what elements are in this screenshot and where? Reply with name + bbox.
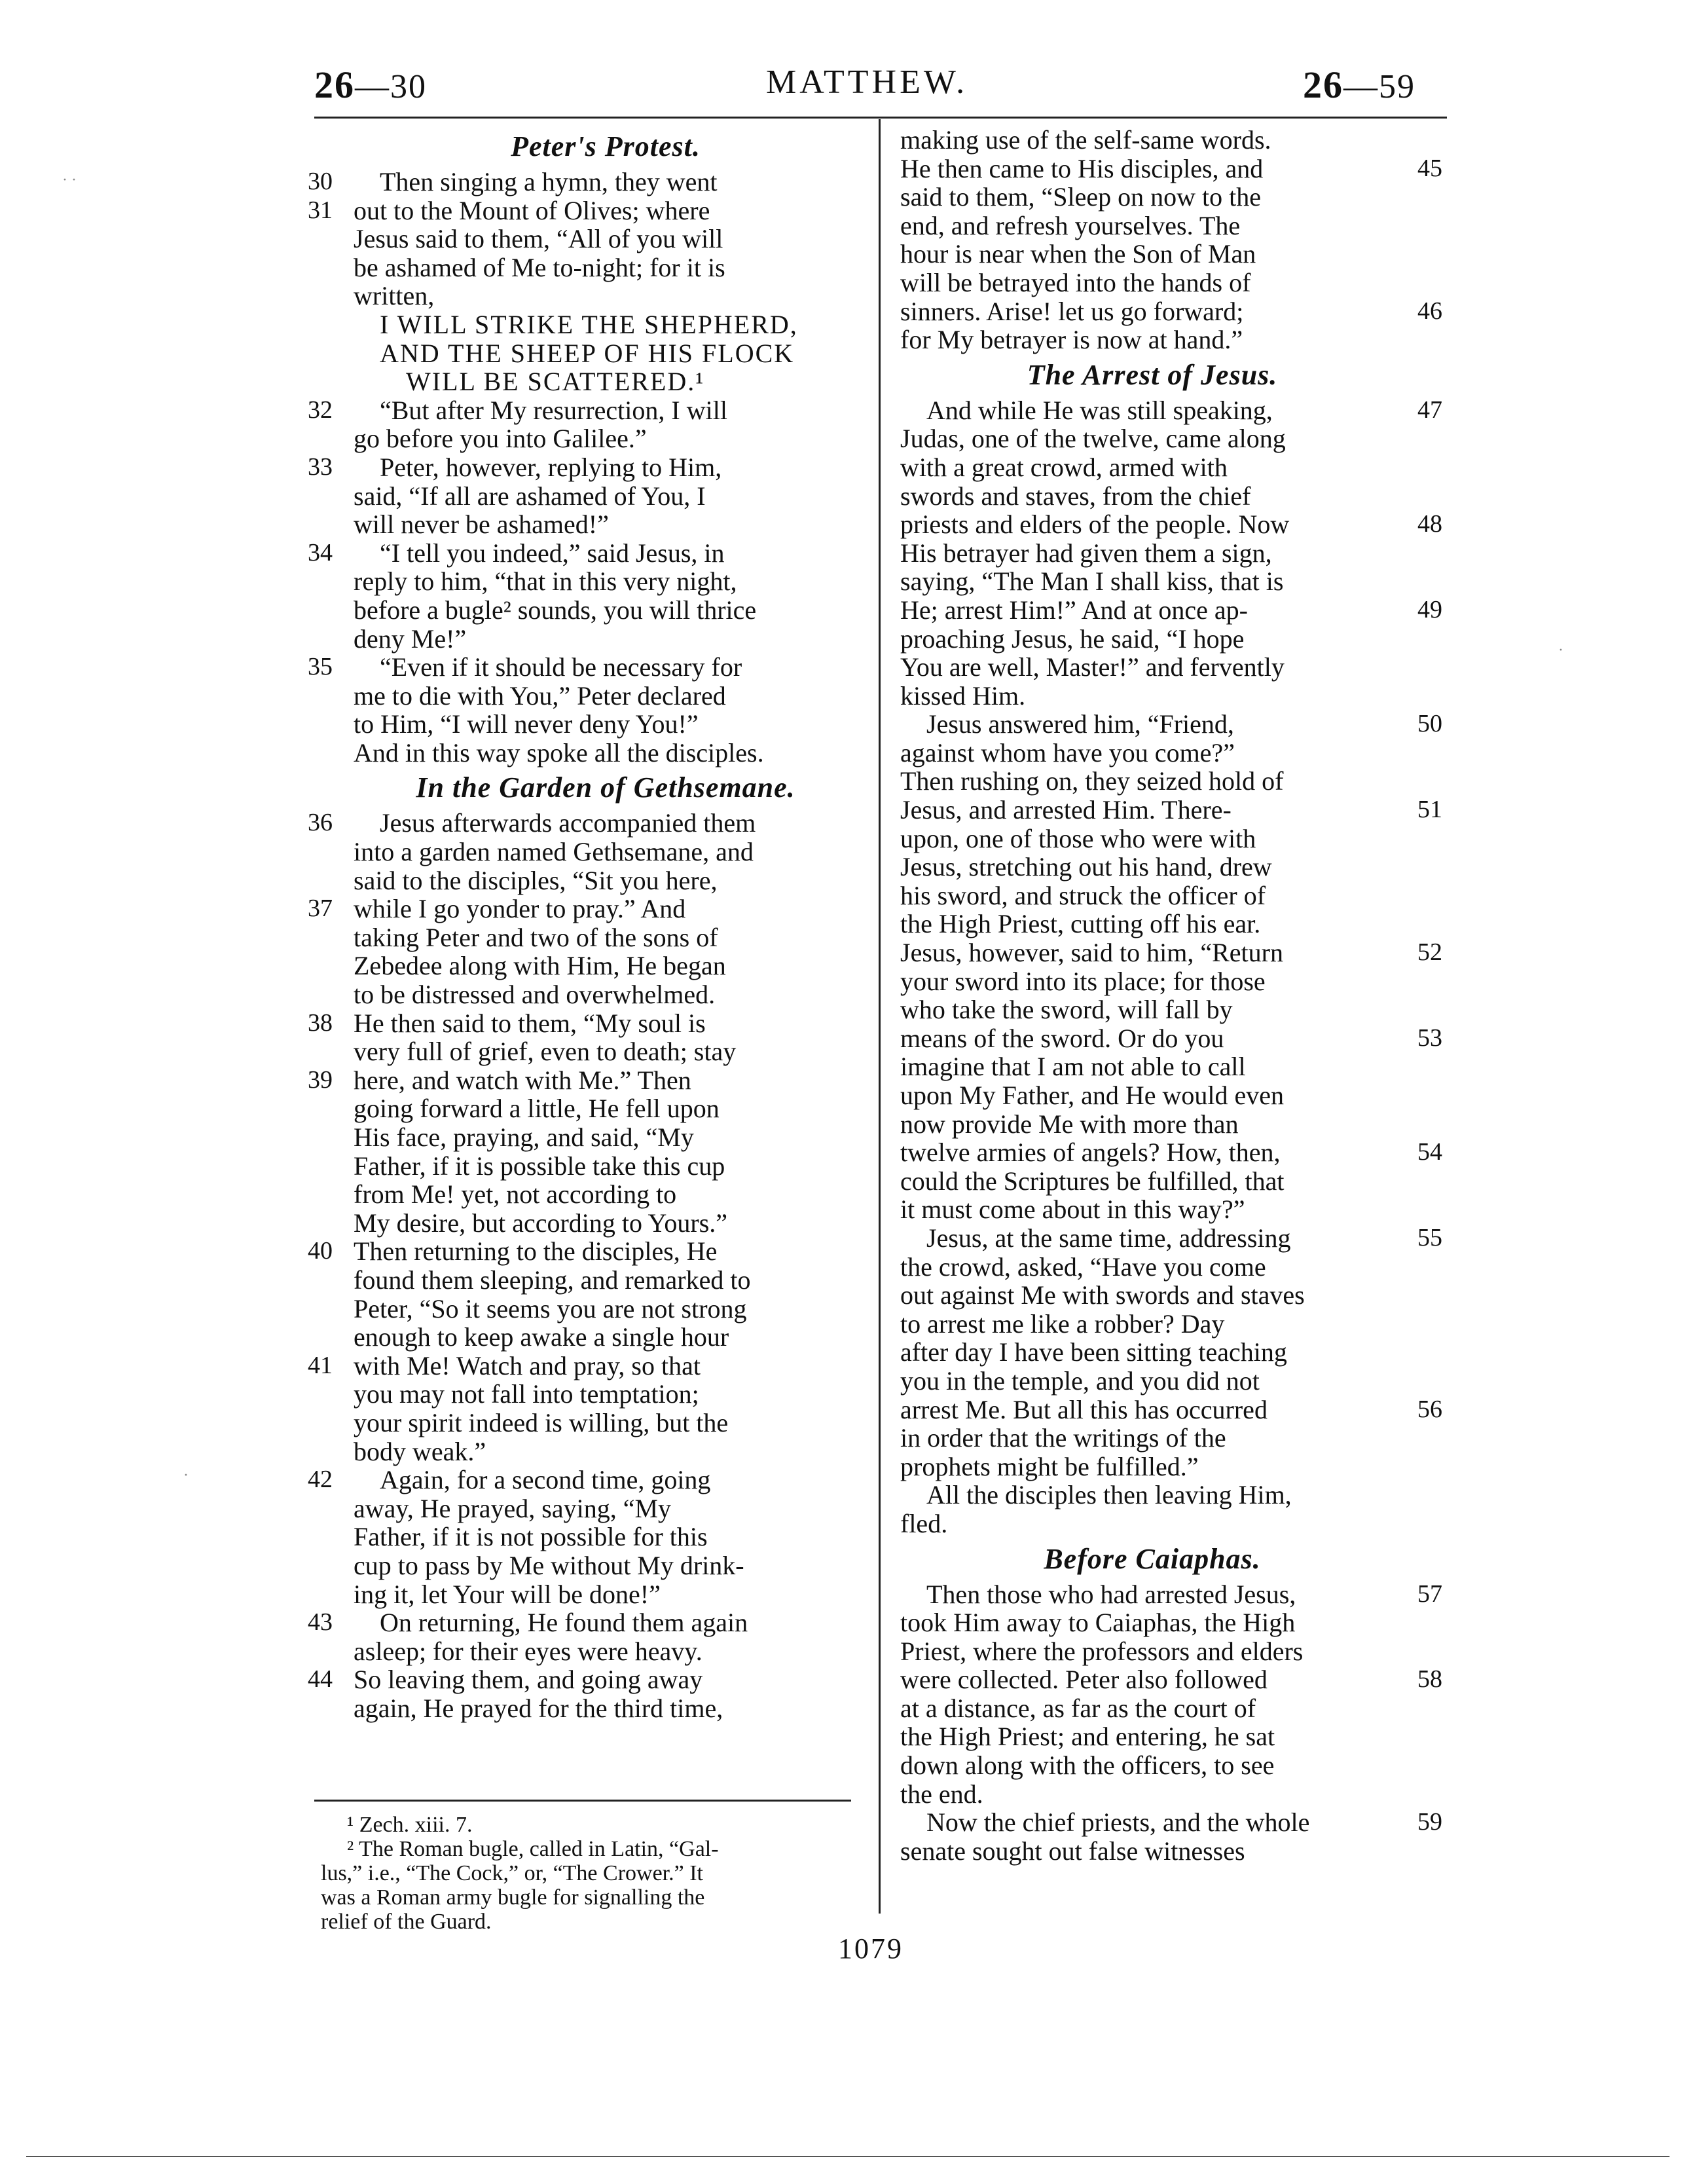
line-text: hour is near when the Son of Man [900, 239, 1256, 269]
line-text: who take the sword, will fall by [900, 995, 1233, 1025]
text-line [354, 282, 858, 310]
text-line [308, 1350, 858, 1380]
text-line [354, 1123, 858, 1152]
line-text: for My betrayer is now at hand.” [900, 325, 1243, 355]
text-line [900, 881, 1404, 910]
text-line [308, 1008, 858, 1038]
text-line [900, 183, 1404, 212]
line-text: means of the sword. Or do you [900, 1023, 1224, 1053]
text-line [308, 1236, 858, 1267]
line-text: down along with the officers, to see [900, 1750, 1275, 1781]
line-text: Priest, where the professors and elders [900, 1636, 1304, 1666]
line-text: you in the temple, and you did not [900, 1365, 1260, 1396]
verse-number: 30 [308, 168, 333, 195]
line-text: cup to pass by Me without My drink- [354, 1550, 744, 1580]
line-text: Jesus answered him, “Friend, [926, 709, 1234, 739]
text-line [354, 1152, 858, 1181]
text-line [900, 424, 1404, 453]
line-text: here, and watch with Me.” Then [354, 1065, 691, 1095]
text-line [900, 1637, 1404, 1666]
text-line [900, 1751, 1404, 1780]
line-text: His betrayer had given them a sign, [900, 538, 1272, 568]
line-text: “But after My resurrection, I will [380, 395, 727, 425]
line-text: And while He was still speaking, [926, 395, 1273, 425]
line-text: upon, one of those who were with [900, 823, 1256, 853]
verse-number: 44 [308, 1665, 333, 1694]
footnote-line: ¹ Zech. xiii. 7. [347, 1813, 473, 1837]
verse-number: 36 [308, 809, 333, 837]
verse-number: 53 [1417, 1024, 1442, 1052]
footnote-rule [314, 1800, 851, 1802]
verse-number: 48 [1417, 510, 1442, 538]
right-text-block-1 [900, 125, 1442, 355]
verse-number: 42 [308, 1466, 333, 1494]
text-line [308, 894, 858, 924]
line-text: Jesus said to them, “All of you will [354, 224, 723, 254]
header-right-verse: —59 [1343, 68, 1415, 105]
line-text: Then rushing on, they seized hold of [900, 766, 1284, 796]
line-text: kissed Him. [900, 680, 1026, 711]
line-text: asleep; for their eyes were heavy. [354, 1636, 703, 1666]
text-line [900, 625, 1404, 654]
line-text: deny Me!” [354, 623, 467, 654]
line-text: My desire, but according to Yours.” [354, 1208, 728, 1238]
line-text: Then singing a hymn, they went [380, 167, 718, 196]
text-line [900, 1608, 1404, 1637]
line-text: the crowd, asked, “Have you come [900, 1251, 1266, 1282]
line-text: Jesus, at the same time, addressing [926, 1223, 1291, 1253]
text-line [354, 339, 858, 368]
line-text: after day I have been sitting teaching [900, 1337, 1287, 1367]
verse-number: 34 [308, 538, 333, 566]
right-text-block-3 [900, 1579, 1442, 1866]
line-text: On returning, He found them again [380, 1608, 748, 1638]
line-text: Jesus afterwards accompanied them [380, 808, 756, 838]
line-text: in order that the writings of the [900, 1423, 1226, 1453]
text-line [900, 482, 1404, 511]
line-text: He then came to His disciples, and [900, 153, 1264, 183]
text-line [354, 510, 858, 539]
line-text: were collected. Peter also followed [900, 1665, 1268, 1695]
text-line [308, 167, 858, 196]
section-heading-gethsemane: In the Garden of Gethsemane. [416, 771, 795, 804]
verse-number: 38 [308, 1009, 333, 1037]
text-line [354, 596, 858, 625]
line-text: All the disciples then leaving Him, [926, 1480, 1292, 1510]
text-line [900, 453, 1404, 482]
footnote-line: was a Roman army bugle for signalling the [321, 1885, 705, 1910]
line-text: enough to keep awake a single hour [354, 1322, 729, 1352]
scan-speck: · [1558, 642, 1563, 659]
text-line [354, 952, 858, 980]
line-text: found them sleeping, and remarked to [354, 1265, 751, 1295]
text-line [354, 1409, 858, 1437]
verse-number: 43 [308, 1608, 333, 1637]
line-text: taking Peter and two of the sons of [354, 922, 718, 952]
line-text: imagine that I am not able to call [900, 1052, 1246, 1082]
page-title: MATTHEW. [766, 64, 968, 101]
text-line [354, 739, 858, 768]
line-text: before a bugle² sounds, you will thrice [354, 595, 757, 625]
text-line [900, 1195, 1404, 1224]
line-text: ing it, let Your will be done!” [354, 1579, 661, 1609]
line-text: said to the disciples, “Sit you here, [354, 865, 718, 895]
text-line [354, 1580, 858, 1609]
line-text: You are well, Master!” and fervently [900, 652, 1285, 682]
text-line [354, 225, 858, 253]
line-text: reply to him, “that in this very night, [354, 566, 737, 597]
verse-number: 41 [308, 1351, 333, 1379]
text-line [900, 967, 1404, 996]
text-line [900, 1481, 1404, 1509]
text-line [354, 482, 858, 511]
text-line [900, 1722, 1404, 1751]
text-line [308, 1065, 858, 1095]
text-line [900, 1253, 1404, 1282]
verse-number: 51 [1417, 796, 1442, 824]
text-line [354, 1637, 858, 1666]
line-text: while I go yonder to pray.” And [354, 894, 686, 924]
text-line [900, 1052, 1404, 1081]
verse-number: 55 [1417, 1223, 1442, 1251]
text-line [900, 682, 1404, 711]
left-text-block-1 [308, 167, 858, 768]
text-line [900, 795, 1442, 825]
line-text: making use of the self-same words. [900, 125, 1271, 155]
line-text: me to die with You,” Peter declared [354, 680, 726, 711]
text-line [354, 1694, 858, 1723]
text-line [900, 938, 1442, 968]
text-line [354, 980, 858, 1009]
section-heading-peters-protest: Peter's Protest. [511, 130, 701, 162]
text-line [900, 1579, 1442, 1609]
text-line [308, 652, 858, 682]
verse-number: 58 [1417, 1665, 1442, 1694]
line-text: body weak.” [354, 1436, 486, 1466]
text-line [900, 1167, 1404, 1196]
text-line [900, 1807, 1442, 1838]
text-line [900, 595, 1442, 625]
line-text: his sword, and struck the officer of [900, 880, 1266, 910]
footnote-line: ² The Roman bugle, called in Latin, “Gal- [347, 1837, 719, 1861]
header-rule [314, 117, 1447, 119]
text-line [354, 838, 858, 866]
line-text: to arrest me like a robber? Day [900, 1308, 1225, 1339]
text-line [308, 1665, 858, 1695]
line-text: the High Priest, cutting off his ear. [900, 909, 1261, 939]
text-line [900, 1081, 1404, 1110]
text-line [900, 126, 1404, 155]
text-line [900, 395, 1442, 425]
verse-number: 35 [308, 653, 333, 681]
text-line [354, 310, 858, 339]
scan-speck: · · [62, 172, 77, 189]
verse-number: 49 [1417, 595, 1442, 623]
verse-number: 54 [1417, 1138, 1442, 1166]
text-line [900, 567, 1404, 596]
line-text: be ashamed of Me to-night; for it is [354, 252, 725, 282]
footnotes [321, 1813, 858, 1934]
verse-number: 37 [308, 895, 333, 923]
text-line [900, 824, 1404, 853]
line-text: could the Scriptures be fulfilled, that [900, 1166, 1285, 1196]
header-chapter-verse-start [314, 63, 427, 107]
text-line [354, 1551, 858, 1580]
text-line [900, 1780, 1404, 1809]
line-text: into a garden named Gethsemane, and [354, 837, 754, 867]
line-text: from Me! yet, not according to [354, 1179, 677, 1210]
line-text: away, He prayed, saying, “My [354, 1493, 672, 1523]
text-line [900, 853, 1404, 881]
text-line [900, 539, 1404, 568]
line-text: to be distressed and overwhelmed. [354, 980, 716, 1010]
header-chapter-verse-end [1303, 63, 1415, 107]
line-text: Jesus, however, said to him, “Return [900, 938, 1283, 968]
text-line [900, 240, 1404, 268]
text-line [308, 538, 858, 568]
right-text-block-2 [900, 395, 1442, 1538]
line-text: Zebedee along with Him, He began [354, 951, 726, 981]
line-text: out to the Mount of Olives; where [354, 195, 710, 225]
text-line [900, 1694, 1404, 1723]
text-line [354, 710, 858, 739]
verse-number: 52 [1417, 938, 1442, 967]
line-text: fled. [900, 1508, 948, 1538]
line-text: the end. [900, 1779, 983, 1809]
line-text: very full of grief, even to death; stay [354, 1037, 737, 1067]
line-text: AND THE SHEEP OF HIS FLOCK [380, 338, 795, 368]
verse-number: 57 [1417, 1580, 1442, 1608]
text-line [900, 739, 1404, 768]
text-line [354, 1437, 858, 1466]
text-line [900, 1837, 1404, 1866]
line-text: with Me! Watch and pray, so that [354, 1350, 701, 1380]
line-text: “I tell you indeed,” said Jesus, in [380, 538, 725, 568]
text-line [900, 709, 1442, 739]
line-text: out against Me with swords and staves [900, 1280, 1305, 1310]
header-left-chapter: 26 [314, 64, 355, 106]
line-text: the High Priest; and entering, he sat [900, 1722, 1275, 1752]
line-text: will never be ashamed!” [354, 509, 609, 540]
line-text: will be betrayed into the hands of [900, 267, 1251, 297]
section-heading-before-caiaphas: Before Caiaphas. [1044, 1542, 1261, 1575]
line-text: He; arrest Him!” And at once ap- [900, 595, 1248, 625]
line-text: Jesus, stretching out his hand, drew [900, 852, 1272, 882]
line-text: He then said to them, “My soul is [354, 1008, 706, 1038]
line-text: Father, if it is not possible for this [354, 1522, 708, 1552]
text-line [900, 1509, 1404, 1538]
line-text: to Him, “I will never deny You!” [354, 709, 699, 739]
header-right-chapter: 26 [1303, 64, 1343, 106]
line-text: end, and refresh yourselves. The [900, 210, 1241, 240]
verse-number: 46 [1417, 297, 1442, 325]
text-line [354, 1037, 858, 1066]
line-text: your spirit indeed is willing, but the [354, 1407, 729, 1437]
right-column [900, 125, 1442, 1866]
text-line [900, 1223, 1442, 1253]
text-line [354, 1094, 858, 1123]
verse-number: 33 [308, 453, 333, 481]
text-line [308, 452, 858, 482]
line-text: twelve armies of angels? How, then, [900, 1138, 1281, 1168]
text-line [900, 767, 1404, 796]
line-text: swords and staves, from the chief [900, 481, 1251, 511]
text-line [308, 395, 858, 425]
line-text: said to them, “Sleep on now to the [900, 182, 1262, 212]
line-text: took Him away to Caiaphas, the High [900, 1608, 1296, 1638]
line-text: senate sought out false witnesses [900, 1836, 1245, 1866]
line-text: Peter, however, replying to Him, [380, 452, 722, 482]
line-text: Jesus, and arrested Him. There- [900, 795, 1232, 825]
left-text-block-2 [308, 808, 858, 1723]
left-column [308, 126, 858, 1723]
text-line [900, 1110, 1404, 1139]
verse-number: 56 [1417, 1395, 1442, 1423]
line-text: Judas, one of the twelve, came along [900, 424, 1286, 454]
text-line [900, 1367, 1404, 1396]
line-text: at a distance, as far as the court of [900, 1693, 1256, 1723]
text-line [308, 1465, 858, 1495]
text-line [354, 367, 858, 396]
text-line [900, 653, 1404, 682]
line-text: going forward a little, He fell upon [354, 1094, 720, 1124]
line-text: His face, praying, and said, “My [354, 1122, 694, 1152]
verse-number: 32 [308, 396, 333, 424]
text-line [354, 1266, 858, 1295]
text-line [900, 212, 1404, 240]
line-text: Then returning to the disciples, He [354, 1236, 718, 1267]
line-text: now provide Me with more than [900, 1109, 1239, 1139]
header-left-verse: —30 [355, 68, 427, 105]
line-text: Father, if it is possible take this cup [354, 1151, 725, 1181]
footnote-line: relief of the Guard. [321, 1910, 492, 1934]
text-line [900, 1665, 1442, 1695]
verse-number: 47 [1417, 396, 1442, 424]
line-text: against whom have you come?” [900, 737, 1235, 768]
text-line [900, 1394, 1442, 1424]
text-line [900, 1424, 1404, 1453]
verse-number: 40 [308, 1237, 333, 1265]
text-line [354, 424, 858, 453]
text-line [900, 325, 1404, 354]
text-line [308, 808, 858, 838]
verse-number: 39 [308, 1065, 333, 1094]
verse-number: 31 [308, 196, 333, 224]
text-line [354, 1523, 858, 1551]
text-line [308, 195, 858, 225]
page-number: 1079 [838, 1933, 903, 1965]
text-line [354, 1380, 858, 1409]
scan-speck: · [183, 1467, 189, 1484]
text-line [354, 625, 858, 654]
text-line [900, 1281, 1404, 1310]
verse-number: 50 [1417, 710, 1442, 738]
line-text: prophets might be fulfilled.” [900, 1451, 1199, 1481]
line-text: saying, “The Man I shall kiss, that is [900, 566, 1284, 597]
line-text: with a great crowd, armed with [900, 452, 1228, 482]
column-divider [879, 119, 881, 1914]
line-text: “Even if it should be necessary for [380, 652, 742, 682]
text-line [900, 296, 1442, 326]
text-line [900, 268, 1404, 297]
text-line [900, 1138, 1442, 1168]
text-line [354, 567, 858, 596]
line-text: upon My Father, and He would even [900, 1081, 1285, 1110]
line-text: Peter, “So it seems you are not strong [354, 1293, 747, 1323]
line-text: priests and elders of the people. Now [900, 509, 1290, 540]
line-text: sinners. Arise! let us go forward; [900, 296, 1244, 326]
text-line [900, 153, 1442, 183]
text-line [354, 1295, 858, 1323]
line-text: written, [354, 281, 435, 311]
text-line [354, 866, 858, 895]
text-line [900, 1338, 1404, 1367]
line-text: And in this way spoke all the disciples. [354, 737, 764, 768]
line-text: Now the chief priests, and the whole [926, 1807, 1310, 1838]
line-text: it must come about in this way?” [900, 1194, 1245, 1225]
line-text: So leaving them, and going away [354, 1665, 703, 1695]
text-line [308, 1608, 858, 1638]
line-text: go before you into Galilee.” [354, 424, 647, 454]
text-line [354, 923, 858, 952]
scan-edge-line [26, 2156, 1670, 2157]
footnote-line: lus,” i.e., “The Cock,” or, “The Crower.” It [321, 1861, 703, 1885]
line-text: proaching Jesus, he said, “I hope [900, 623, 1245, 654]
text-line [900, 509, 1442, 540]
verse-number: 45 [1417, 154, 1442, 182]
text-line [354, 1494, 858, 1523]
text-line [354, 682, 858, 711]
line-text: you may not fall into temptation; [354, 1379, 699, 1409]
line-text: I WILL STRIKE THE SHEPHERD, [380, 309, 798, 339]
text-line [900, 995, 1404, 1024]
line-text: Then those who had arrested Jesus, [926, 1579, 1296, 1609]
line-text: said, “If all are ashamed of You, I [354, 481, 706, 511]
line-text: Again, for a second time, going [380, 1465, 711, 1495]
line-text: WILL BE SCATTERED.¹ [406, 367, 705, 397]
text-line [900, 1453, 1404, 1481]
text-line [354, 1323, 858, 1352]
line-text: again, He prayed for the third time, [354, 1693, 723, 1723]
text-line [354, 253, 858, 282]
line-text: arrest Me. But all this has occurred [900, 1394, 1268, 1424]
text-line [900, 910, 1404, 938]
text-line [900, 1023, 1442, 1053]
verse-number: 59 [1417, 1808, 1442, 1836]
text-line [354, 1180, 858, 1209]
line-text: your sword into its place; for those [900, 966, 1266, 996]
text-line [354, 1209, 858, 1238]
text-line [900, 1310, 1404, 1339]
section-heading-arrest-of-jesus: The Arrest of Jesus. [1027, 358, 1278, 391]
